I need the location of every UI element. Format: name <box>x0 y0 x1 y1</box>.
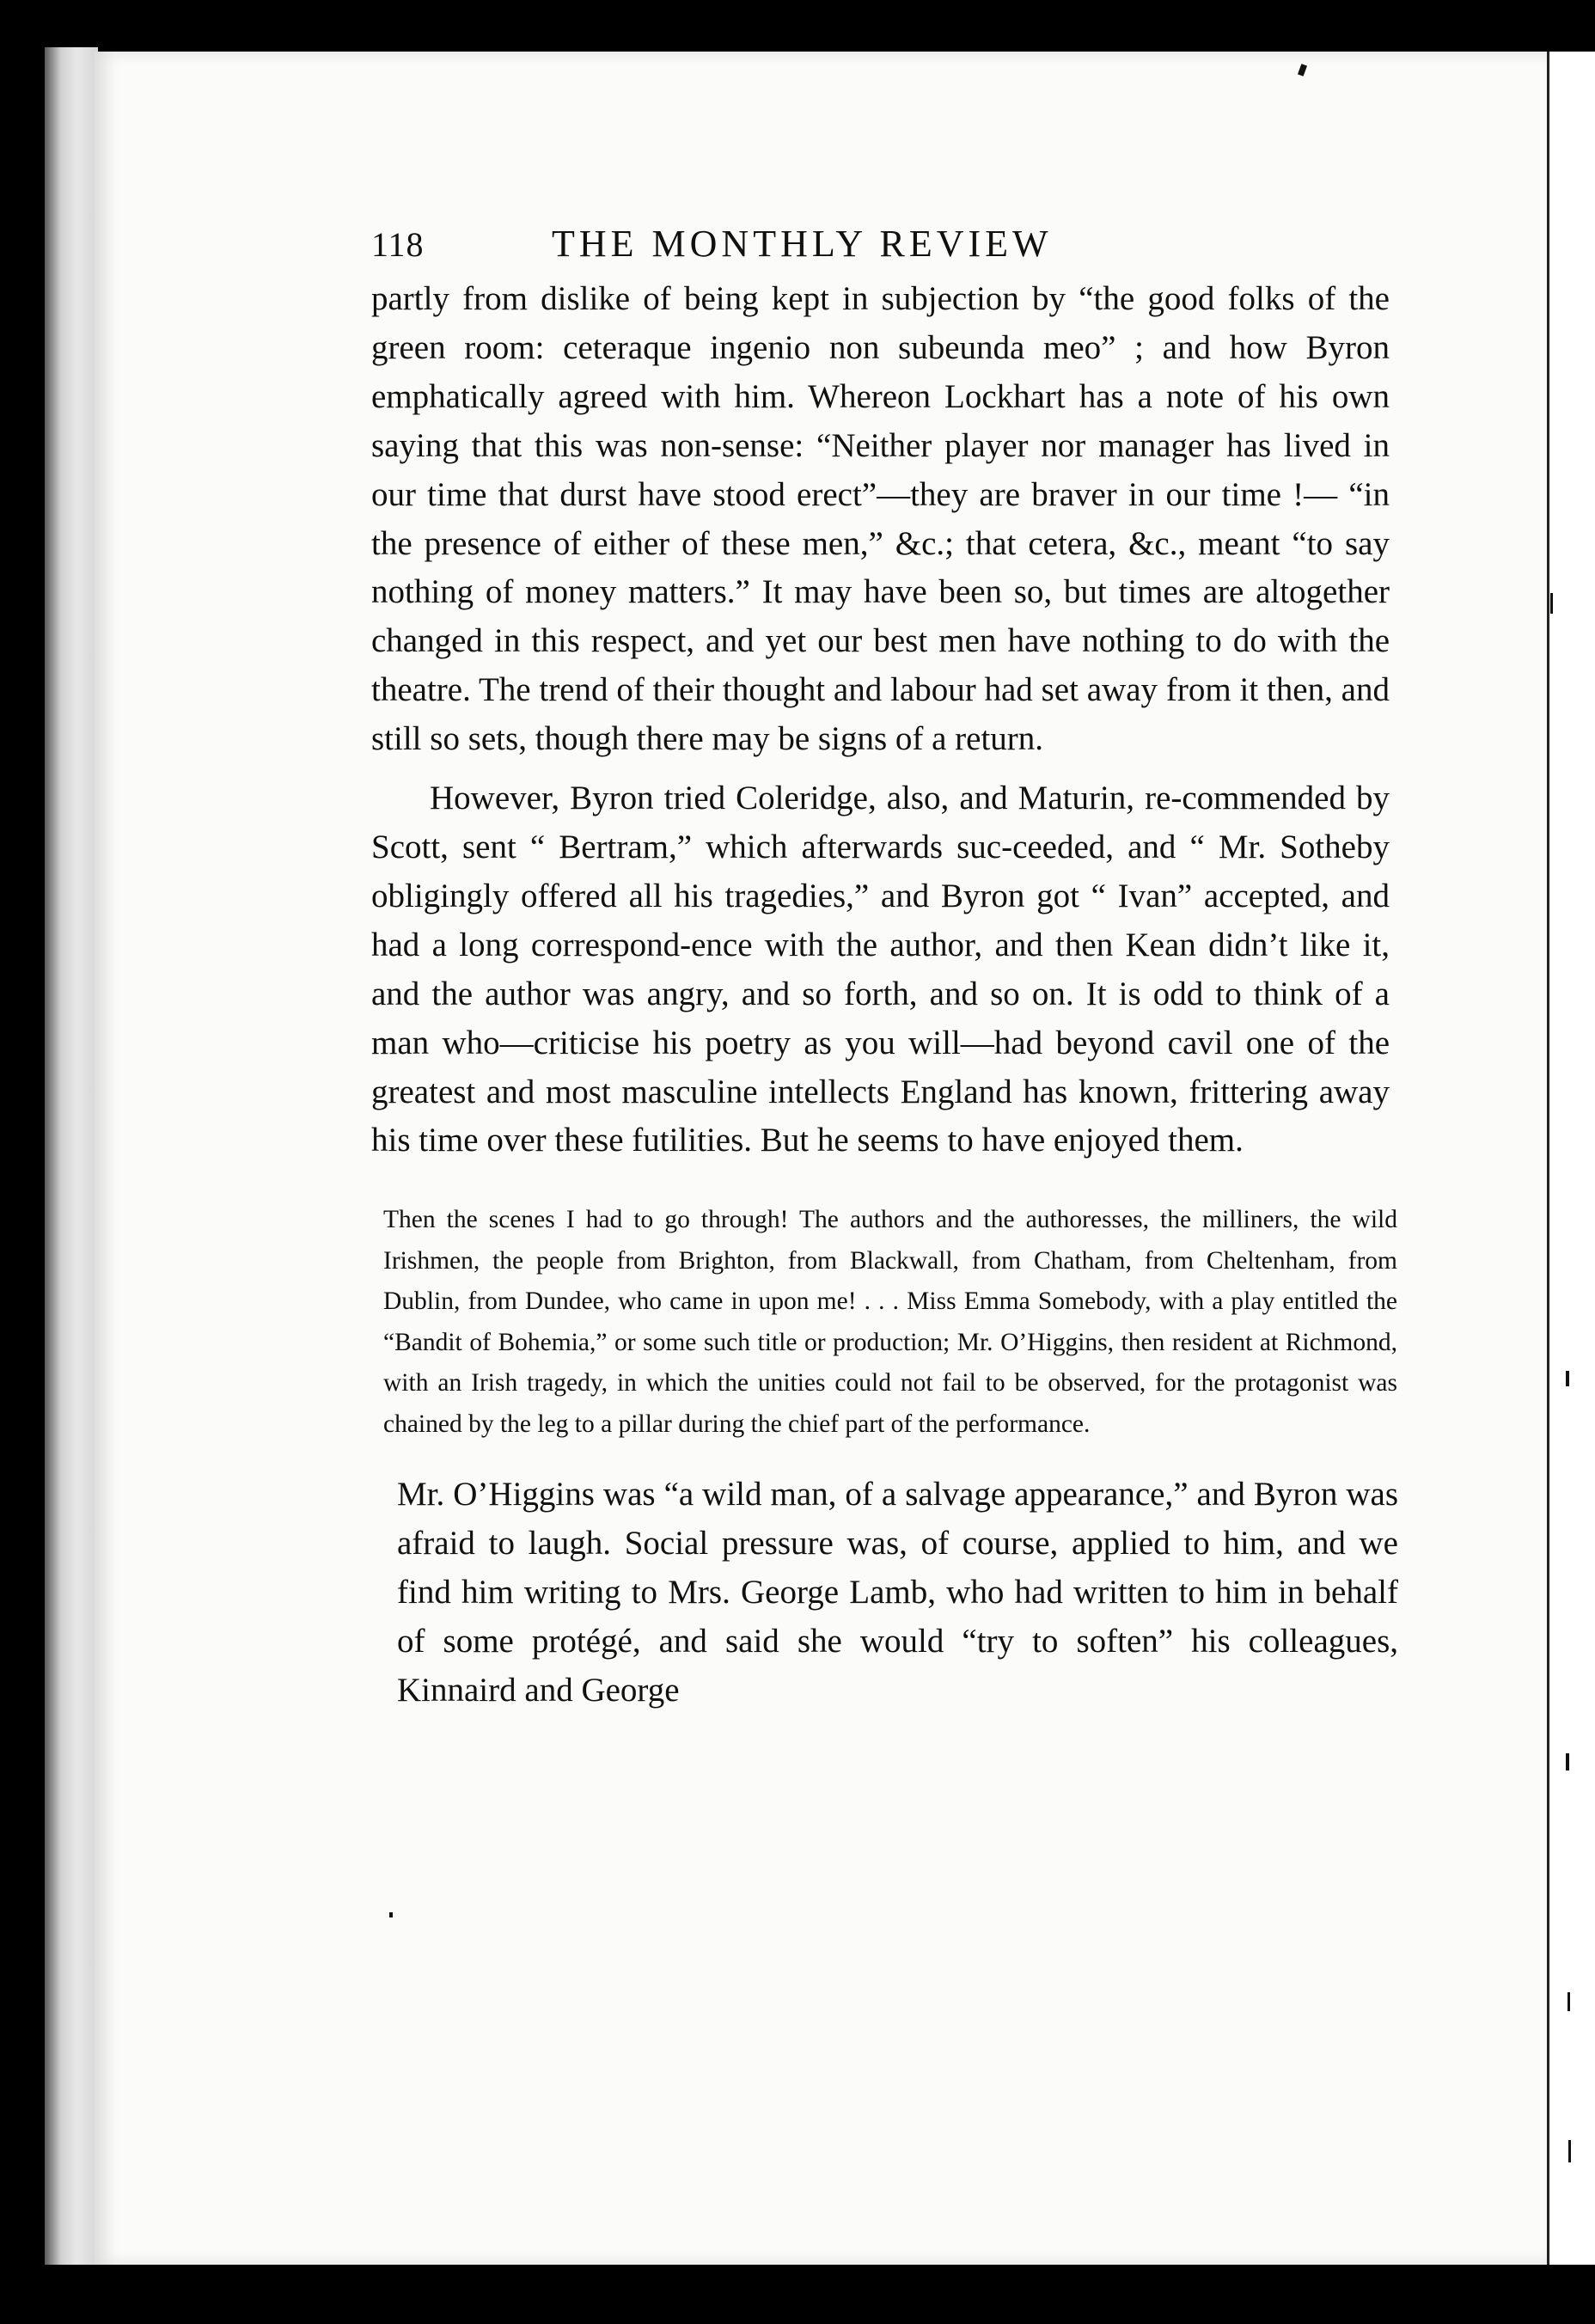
adjacent-page-edge <box>1547 52 1595 2265</box>
page-edge <box>45 47 98 2265</box>
block-quote: Then the scenes I had to go through! The authors and the authoresses, the milliners, the wild Irishmen, the people from Brighton, from Blackwall, from Chatham, from Cheltenham, from Dublin, from Dundee, who came in upon me! . . . Miss Emma Somebody, with a play entitled the “Bandit of Bohemia,” or some such title or production; Mr. O’Higgins, then resident at Richmond, with an Irish tragedy, in which the unities could not fail to be observed, for the protagonist was chained by the leg to a pillar during the chief part of the performance. <box>383 1206 1397 1438</box>
ink-speck <box>1568 1992 1570 2011</box>
ink-speck <box>1566 1753 1569 1771</box>
body-paragraph: However, Byron tried Coleridge, also, and Maturin, re-commended by Scott, sent “ Bertram,” which afterwards suc-ceeded, and “ Mr. Sotheby obligingly offered all his tragedies,” and Byron got “ Ivan” accepted, and had a long correspond-ence with the author, and then Kean didn’t like it, and the author was angry, and so forth, and so on. It is odd to think of a man who—criticise his poetry as you will—had beyond cavil one of the greatest and most masculine intellects England has known, frittering away his time over these futilities. But he seems to have enjoyed them. <box>371 780 1390 1159</box>
ink-speck <box>1566 1371 1569 1386</box>
body-paragraph: Mr. O’Higgins was “a wild man, of a salvage appearance,” and Byron was afraid to laugh. Social pressure was, of course, applied to him, and we find him writing to Mrs. George Lamb, who had written to him in behalf of some protégé, and said she would “try to soften” his colleagues, Kinnaird and George <box>397 1476 1398 1709</box>
ink-speck <box>1568 2140 1571 2162</box>
journal-title: THE MONTHLY REVIEW <box>552 223 1053 265</box>
text-column <box>371 222 1398 1715</box>
ink-speck <box>1550 593 1553 614</box>
scan-border <box>0 2265 1595 2324</box>
running-head <box>371 222 1390 273</box>
body-paragraph: partly from dislike of being kept in subjection by “the good folks of the green room: ceteraque ingenio non subeunda meo” ; and how Byron emphatically agreed with him. Whereon Lockhart has a note of his own saying that this was non-sense: “Neither player nor manager has lived in our time that durst have stood erect”—they are braver in our time !— “in the presence of either of these men,” &c.; that cetera, &c., meant “to say nothing of money matters.” It may have been so, but times are altogether changed in this respect, and yet our best men have nothing to do with the theatre. The trend of their thought and labour had set away from it then, and still so sets, though there may be signs of a return. <box>371 280 1390 758</box>
ink-speck <box>389 1912 393 1917</box>
page-number: 118 <box>371 225 425 264</box>
